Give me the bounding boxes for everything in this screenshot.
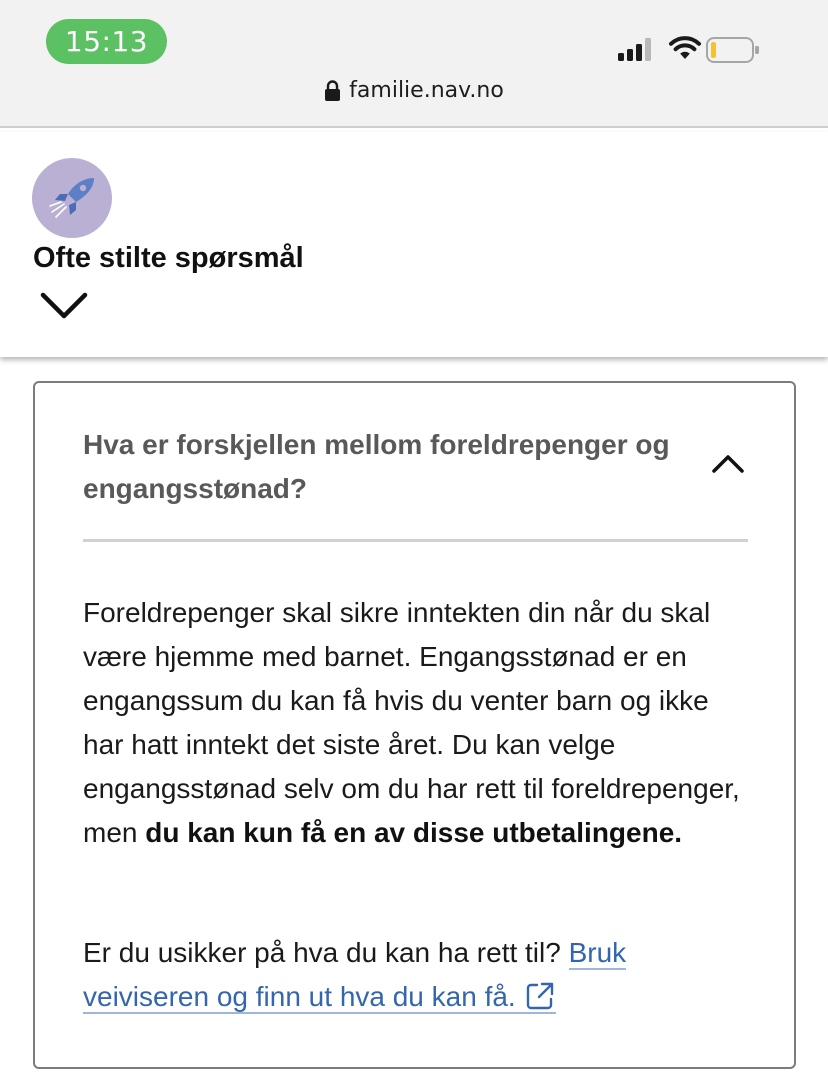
lock-icon	[324, 80, 341, 102]
address-bar[interactable]	[0, 78, 828, 114]
guide-link-text: Bruk veiviseren og finn ut hva du kan få.	[83, 937, 627, 1012]
page-header	[0, 132, 828, 357]
avatar	[32, 158, 112, 238]
chevron-down-icon[interactable]	[38, 290, 90, 322]
faq-question: Hva er forskjellen mellom foreldrepenger og engangsstønad?	[83, 429, 670, 504]
external-link-icon	[524, 980, 556, 1012]
url-text: familie.nav.no	[349, 78, 504, 103]
faq-followup-text: Er du usikker på hva du kan ha rett til?	[83, 937, 569, 968]
page-title: Ofte stilte spørsmål	[33, 242, 304, 274]
browser-chrome	[0, 0, 828, 128]
signal-icon	[618, 37, 656, 61]
faq-accordion-header[interactable]	[83, 423, 750, 543]
rocket-icon	[46, 174, 100, 224]
battery-icon	[706, 37, 760, 63]
faq-accordion	[33, 381, 796, 1069]
faq-answer-bold: du kan kun få en av disse utbetalingene.	[145, 817, 683, 848]
status-time: 15:13	[46, 19, 167, 64]
faq-followup	[83, 931, 753, 1019]
chevron-up-icon[interactable]	[711, 453, 745, 475]
faq-answer	[83, 591, 753, 855]
wifi-icon	[668, 35, 702, 61]
accordion-divider	[83, 539, 748, 542]
faq-answer-text: Foreldrepenger skal sikre inntekten din når du skal være hjemme med barnet. Engangsstønad er en engangssum du kan få hvis du venter barn og ikke har hatt inntekt det siste året. Du kan velge engangsstønad selv om du har rett til foreldrepenger, men	[83, 597, 740, 848]
